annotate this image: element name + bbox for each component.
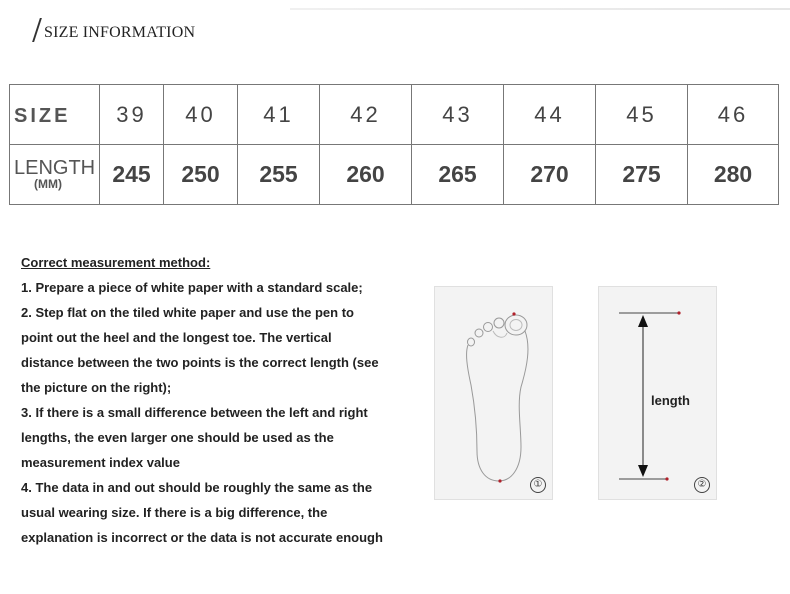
size-cell: 39 (100, 85, 164, 145)
instruction-line: lengths, the even larger one should be used as the (21, 430, 334, 445)
size-cell: 44 (504, 85, 596, 145)
length-unit: (MM) (34, 177, 62, 191)
size-cell: 42 (320, 85, 412, 145)
length-cell: 280 (688, 145, 779, 205)
instruction-line: 3. If there is a small difference between the left and right (21, 405, 368, 420)
size-cell: 45 (596, 85, 688, 145)
size-cell: 41 (238, 85, 320, 145)
size-label: SIZE (14, 104, 71, 127)
instruction-line: 4. The data in and out should be roughly the same as the (21, 480, 373, 495)
instruction-line: distance between the two points is the correct length (see (21, 355, 379, 370)
instruction-line: usual wearing size. If there is a big difference, the (21, 505, 328, 520)
size-table (9, 84, 779, 205)
instruction-line: the picture on the right); (21, 380, 172, 395)
length-cell: 245 (100, 145, 164, 205)
instruction-line: point out the heel and the longest toe. The vertical (21, 330, 332, 345)
size-cell: 40 (164, 85, 238, 145)
measurement-instructions (21, 250, 441, 550)
length-cell: 250 (164, 145, 238, 205)
foot-outline-icon (435, 287, 552, 499)
instruction-line: 1. Prepare a piece of white paper with a standard scale; (21, 280, 363, 295)
header-title (36, 18, 195, 42)
length-row (10, 145, 779, 205)
instruction-line: measurement index value (21, 455, 180, 470)
instruction-line: explanation is incorrect or the data is not accurate enough (21, 530, 383, 545)
slash-decoration (32, 18, 42, 42)
size-row (10, 85, 779, 145)
length-cell: 265 (412, 145, 504, 205)
header-title-text: SIZE INFORMATION (44, 24, 196, 41)
length-diagram-panel (598, 286, 717, 500)
size-cell: 43 (412, 85, 504, 145)
size-label-cell (10, 85, 100, 145)
foot-diagram-panel (434, 286, 553, 500)
header-divider (290, 8, 790, 10)
length-label-cell (10, 145, 100, 205)
diagram-marker-2: ② (694, 477, 710, 493)
diagram-marker-1: ① (530, 477, 546, 493)
length-cell: 255 (238, 145, 320, 205)
length-label: LENGTH (14, 157, 96, 179)
length-label-text: length (651, 393, 690, 408)
length-cell: 260 (320, 145, 412, 205)
instructions-heading: Correct measurement method: (21, 255, 211, 270)
size-cell: 46 (688, 85, 779, 145)
length-cell: 270 (504, 145, 596, 205)
length-cell: 275 (596, 145, 688, 205)
instruction-line: 2. Step flat on the tiled white paper and use the pen to (21, 305, 354, 320)
